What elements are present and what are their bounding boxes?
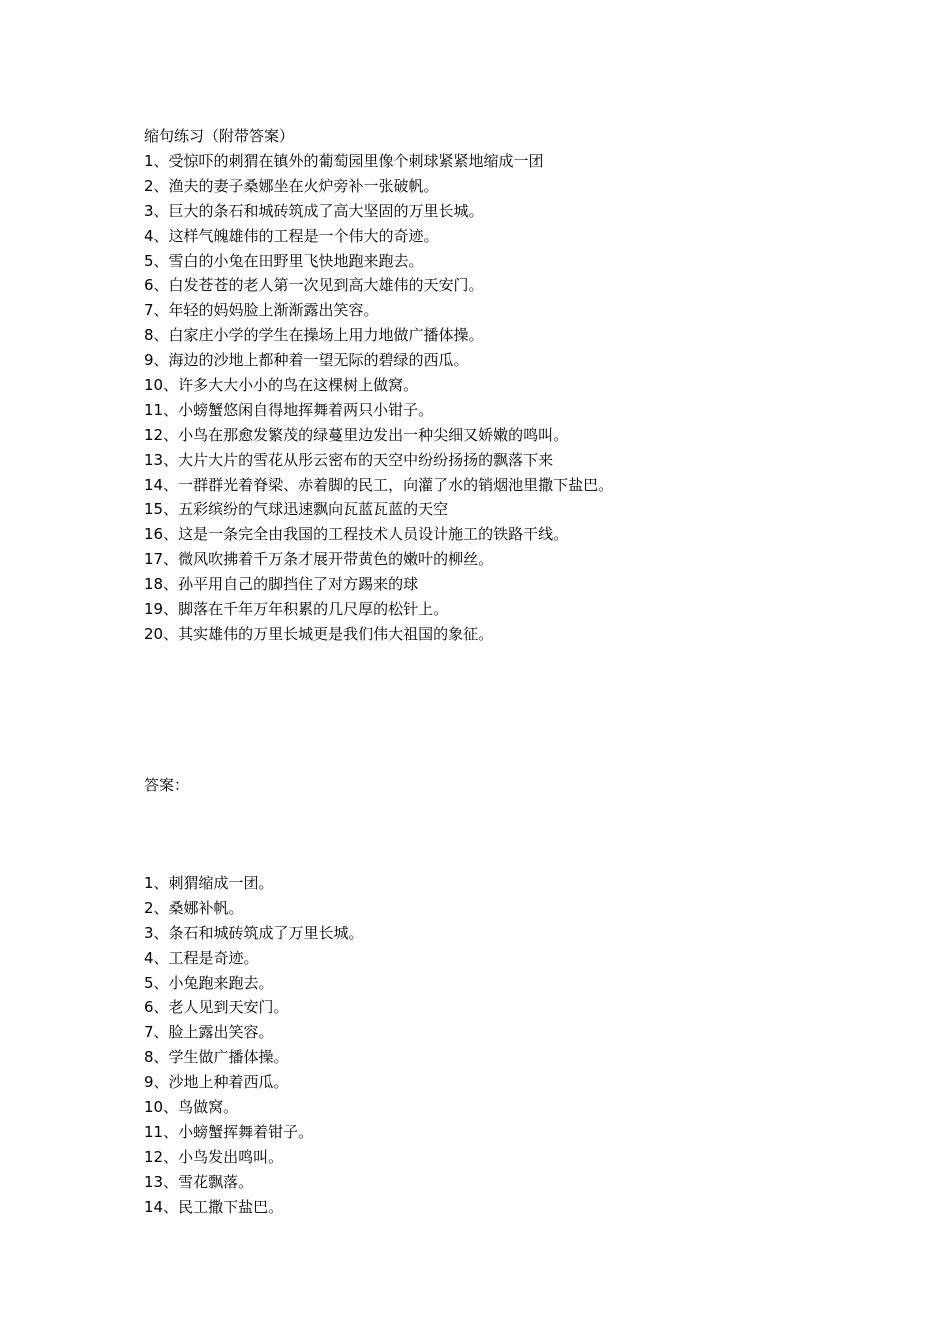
question-item: 2、渔夫的妻子桑娜坐在火炉旁补一张破帆。 <box>144 176 439 195</box>
answer-item: 7、脸上露出笑容。 <box>144 1023 274 1042</box>
question-item: 14、一群群光着脊梁、赤着脚的民工，向灌了水的销烟池里撒下盐巴。 <box>144 475 614 494</box>
question-item: 12、小鸟在那愈发繁茂的绿蔓里边发出一种尖细又娇嫩的鸣叫。 <box>144 425 569 444</box>
document-title: 缩句练习（附带答案） <box>144 127 295 145</box>
answer-item: 3、条石和城砖筑成了万里长城。 <box>144 923 364 942</box>
answer-list <box>144 871 364 1219</box>
answer-item: 11、小螃蟹挥舞着钳子。 <box>144 1122 314 1141</box>
question-item: 10、许多大大小小的鸟在这棵树上做窝。 <box>144 376 419 395</box>
answer-item: 5、小兔跑来跑去。 <box>144 973 274 992</box>
question-item: 15、五彩缤纷的气球迅速飘向瓦蓝瓦蓝的天空 <box>144 500 449 519</box>
question-item: 7、年轻的妈妈脸上渐渐露出笑容。 <box>144 301 379 320</box>
question-item: 17、微风吹拂着千万条才展开带黄色的嫩叶的柳丝。 <box>144 550 494 569</box>
answer-item: 1、刺猬缩成一团。 <box>144 874 274 892</box>
question-item: 6、白发苍苍的老人第一次见到高大雄伟的天安门。 <box>144 276 484 295</box>
question-item: 18、孙平用自己的脚挡住了对方踢来的球 <box>144 575 419 594</box>
answer-item: 14、民工撒下盐巴。 <box>144 1197 284 1216</box>
answer-item: 2、桑娜补帆。 <box>144 898 244 917</box>
question-item: 8、白家庄小学的学生在操场上用力地做广播体操。 <box>144 326 484 345</box>
question-list <box>144 149 613 647</box>
answer-item: 6、老人见到天安门。 <box>144 998 289 1017</box>
answer-item: 9、沙地上种着西瓜。 <box>144 1073 289 1092</box>
question-item: 11、小螃蟹悠闲自得地挥舞着两只小钳子。 <box>144 400 434 419</box>
question-item: 3、巨大的条石和城砖筑成了高大坚固的万里长城。 <box>144 201 484 220</box>
question-item: 9、海边的沙地上都种着一望无际的碧绿的西瓜。 <box>144 351 469 370</box>
question-item: 1、受惊吓的刺猬在镇外的葡萄园里像个刺球紧紧地缩成一团 <box>144 152 544 170</box>
question-item: 19、脚落在千年万年积累的几尺厚的松针上。 <box>144 600 449 619</box>
answer-item: 4、工程是奇迹。 <box>144 948 259 967</box>
question-item: 4、这样气魄雄伟的工程是一个伟大的奇迹。 <box>144 226 439 245</box>
question-item: 20、其实雄伟的万里长城更是我们伟大祖国的象征。 <box>144 624 494 643</box>
answer-item: 8、学生做广播体操。 <box>144 1048 289 1067</box>
question-item: 5、雪白的小兔在田野里飞快地跑来跑去。 <box>144 251 424 270</box>
question-item: 16、这是一条完全由我国的工程技术人员设计施工的铁路干线。 <box>144 525 569 544</box>
answer-item: 12、小鸟发出鸣叫。 <box>144 1147 284 1166</box>
answer-item: 13、雪花飘落。 <box>144 1172 254 1191</box>
answer-item: 10、鸟做窝。 <box>144 1098 239 1117</box>
question-item: 13、大片大片的雪花从彤云密布的天空中纷纷扬扬的飘落下来 <box>144 450 554 469</box>
answer-heading: 答案： <box>144 776 190 794</box>
